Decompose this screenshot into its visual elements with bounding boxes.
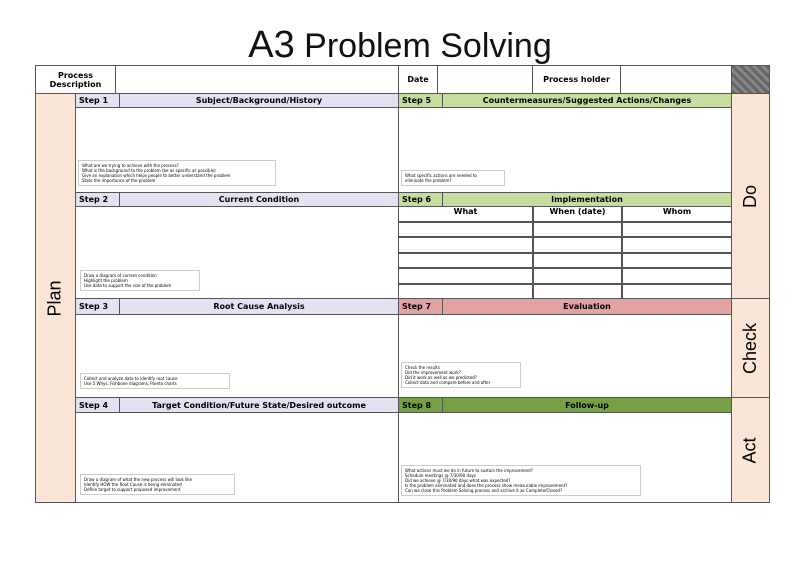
step-1-header	[75, 93, 399, 108]
column-header-what: What	[398, 206, 533, 222]
process-description-field[interactable]	[115, 65, 399, 94]
note-line: Can we close this Problem Solving process and archive it as Complete/Closed?	[405, 488, 563, 493]
note-line: Use 5 Whys, Fishbone diagrams, Pareto charts	[84, 381, 177, 386]
table-cell[interactable]	[533, 268, 622, 284]
step-number: Step 2	[76, 193, 120, 206]
process-description-label: Process Description	[35, 65, 116, 94]
table-cell[interactable]	[622, 284, 732, 300]
note-line: Use data to support the size of the problem	[84, 283, 172, 288]
note-line: What is the background to the problem (be as specific as possible)	[82, 168, 216, 173]
table-cell[interactable]	[533, 284, 622, 300]
step-3-notes	[80, 373, 230, 389]
step-number: Step 4	[76, 398, 120, 412]
step-2-notes	[80, 270, 200, 291]
corner-pattern	[731, 65, 770, 94]
process-holder-label: Process holder	[532, 65, 621, 94]
column-header-when: When (date)	[533, 206, 622, 222]
step-4-notes	[80, 474, 235, 495]
step-title: Implementation	[551, 195, 623, 204]
table-cell[interactable]	[533, 237, 622, 253]
step-title: Problem Solving	[294, 27, 552, 65]
note-line: Did it work as well as we predicted?	[405, 375, 477, 380]
step-title: Check	[740, 322, 760, 374]
note-line: Check the results	[405, 365, 440, 370]
check-label	[731, 298, 770, 398]
note-line: Highlight the problem	[84, 278, 128, 283]
step-title: A3	[248, 24, 295, 66]
step-title: Subject/Background/History	[195, 96, 323, 105]
step-title: Act	[739, 436, 760, 464]
table-cell[interactable]	[398, 268, 533, 284]
note-line: Schedule meetings @ 7/30/90 days	[405, 473, 476, 478]
step-8-notes	[401, 465, 641, 496]
note-line: Did the improvement work?	[405, 370, 461, 375]
step-5-notes	[401, 170, 505, 186]
step-3-header	[75, 298, 399, 315]
table-cell[interactable]	[398, 284, 533, 300]
step-6-header	[398, 192, 732, 207]
note-line: Collect and analyze data to identify root cause	[84, 376, 178, 381]
step-4-header	[75, 397, 399, 413]
note-line: What specific actions are needed to	[405, 173, 477, 178]
table-cell[interactable]	[398, 222, 533, 238]
note-line: Give an explanation which helps people to better understand the problem	[82, 173, 231, 178]
step-2-header	[75, 192, 399, 207]
note-line: Draw a diagram of what the new process will look like	[84, 477, 192, 482]
table-cell[interactable]	[622, 237, 732, 253]
step-number: Step 7	[399, 299, 443, 314]
step-7-notes	[401, 362, 521, 388]
note-line: What are we trying to achieve with the process?	[82, 163, 179, 168]
step-7-header	[398, 298, 732, 315]
table-cell[interactable]	[398, 253, 533, 269]
step-number: Step 6	[399, 193, 443, 206]
note-line: Identify HOW the Root Cause is being eliminated	[84, 482, 182, 487]
step-title: Do	[739, 184, 760, 208]
note-line: Did we achieve @ 7/30/90 days what was expected?	[405, 478, 511, 483]
table-cell[interactable]	[622, 222, 732, 238]
process-holder-field[interactable]	[620, 65, 732, 94]
step-1-notes	[78, 160, 276, 186]
step-title: Target Condition/Future State/Desired outcome	[152, 400, 366, 410]
note-line: Draw a diagram of current condition	[84, 273, 157, 278]
note-line: State the importance of the problem	[82, 178, 156, 183]
step-title: Root Cause Analysis	[213, 302, 305, 311]
table-cell[interactable]	[398, 237, 533, 253]
act-label	[731, 397, 770, 503]
do-label	[731, 93, 770, 299]
note-line: What actions must we do in future to sustain the improvement?	[405, 468, 534, 473]
note-line: Is the problem eliminated and does the process show measurable improvement?	[405, 483, 568, 488]
plan-label	[35, 93, 76, 503]
note-line: Collect data and compare before and after	[405, 380, 491, 385]
step-5-header	[398, 93, 732, 108]
column-header-whom: Whom	[622, 206, 732, 222]
table-cell[interactable]	[533, 222, 622, 238]
table-cell[interactable]	[622, 268, 732, 284]
step-title: Current Condition	[218, 195, 300, 204]
note-line: Define target to support proposed improvement	[84, 487, 181, 492]
table-cell[interactable]	[622, 253, 732, 269]
step-number: Step 1	[76, 94, 120, 107]
step-title: Countermeasures/Suggested Actions/Changes	[482, 96, 692, 105]
date-field[interactable]	[437, 65, 533, 94]
date-label: Date	[398, 65, 438, 94]
step-title: Evaluation	[563, 302, 611, 311]
note-line: eliminate the problem?	[405, 178, 452, 183]
step-8-header	[398, 397, 732, 413]
step-title: Plan	[45, 279, 65, 317]
step-number: Step 5	[399, 94, 443, 107]
step-number: Step 3	[76, 299, 120, 314]
page-title	[0, 24, 800, 67]
step-number: Step 8	[399, 398, 443, 412]
table-cell[interactable]	[533, 253, 622, 269]
implementation-table	[398, 206, 732, 299]
step-title: Follow-up	[565, 400, 609, 410]
